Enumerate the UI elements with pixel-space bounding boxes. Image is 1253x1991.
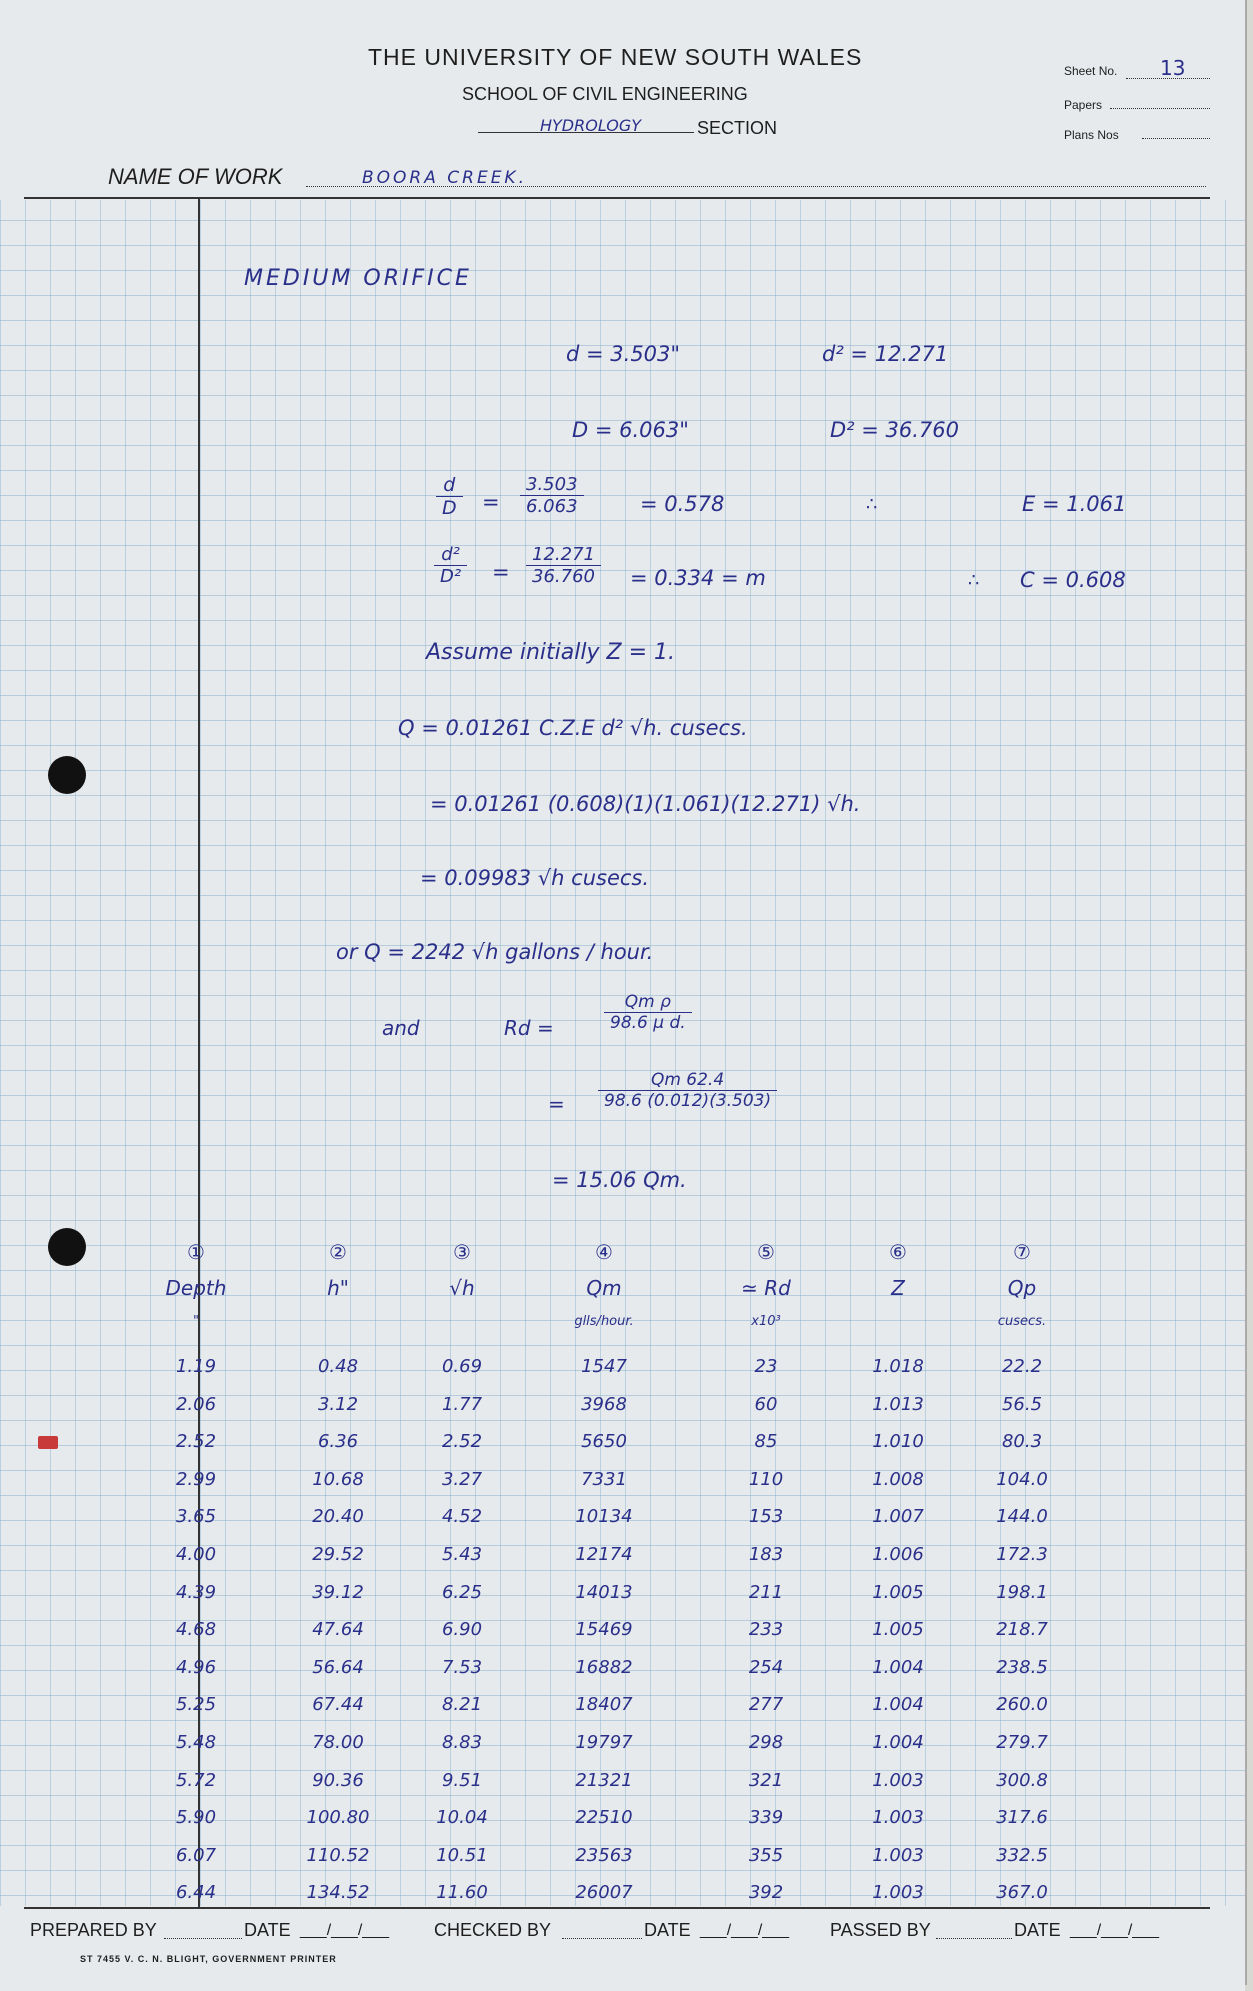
- ratio-m-lhs: [434, 544, 467, 587]
- header-rule: [24, 197, 1210, 199]
- date-label-1: DATE: [244, 1920, 291, 1940]
- column-header: Z: [891, 1276, 905, 1300]
- table-cell: 20.40: [312, 1506, 364, 1527]
- table-cell: 211: [748, 1582, 784, 1603]
- column-header: h": [327, 1276, 349, 1300]
- ratio-dD-result: = 0.578: [640, 492, 725, 516]
- table-cell: 1.010: [872, 1431, 924, 1452]
- table-cell: 277: [748, 1694, 784, 1715]
- table-cell: 100.80: [306, 1807, 370, 1828]
- footer-rule: [24, 1907, 1210, 1909]
- table-cell: 18407: [575, 1694, 633, 1715]
- table-cell: 3.27: [441, 1469, 483, 1490]
- table-cell: 10.04: [436, 1807, 488, 1828]
- column-number: ③: [453, 1240, 471, 1264]
- column-header: Qp: [1007, 1276, 1037, 1300]
- table-cell: 0.48: [317, 1356, 359, 1377]
- table-cell: 90.36: [312, 1770, 364, 1791]
- table-cell: 16882: [575, 1657, 633, 1678]
- Rd-num: Qm ρ: [604, 992, 692, 1013]
- table-cell: 1.003: [872, 1882, 924, 1903]
- table-cell: 85: [754, 1431, 778, 1452]
- E-equation: E = 1.061: [1022, 492, 1127, 516]
- university-title: THE UNIVERSITY OF NEW SOUTH WALES: [368, 44, 863, 70]
- column-header: ≃ Rd: [741, 1276, 791, 1300]
- ratio-m-num: 12.271: [526, 544, 601, 566]
- table-cell: 1.007: [872, 1506, 924, 1527]
- table-cell: 23: [754, 1356, 778, 1377]
- table-cell: 233: [748, 1619, 784, 1640]
- table-cell: 23563: [575, 1845, 633, 1866]
- table-cell: 298: [748, 1732, 784, 1753]
- heading-medium-orifice: MEDIUM ORIFICE: [244, 266, 472, 291]
- table-cell: 1.005: [872, 1619, 924, 1640]
- table-cell: 2.06: [175, 1394, 217, 1415]
- table-cell: 7331: [581, 1469, 627, 1490]
- column-unit: x10³: [751, 1314, 781, 1329]
- name-of-work-label: NAME OF WORK: [108, 164, 283, 189]
- table-cell: 14013: [575, 1582, 633, 1603]
- table-cell: 67.44: [312, 1694, 364, 1715]
- d2-equation: d² = 12.271: [822, 342, 949, 366]
- column-number: ①: [187, 1240, 205, 1264]
- column-header: Depth: [165, 1276, 227, 1300]
- table-cell: 339: [748, 1807, 784, 1828]
- table-cell: 104.0: [996, 1469, 1048, 1490]
- table-cell: 1.003: [872, 1845, 924, 1866]
- table-cell: 300.8: [996, 1770, 1048, 1791]
- date-label-3: DATE: [1014, 1920, 1061, 1940]
- table-cell: 10.68: [312, 1469, 364, 1490]
- table-cell: 4.00: [175, 1544, 217, 1565]
- table-cell: 1.77: [441, 1394, 483, 1415]
- Rd2-fraction: [598, 1070, 777, 1111]
- Rd-label: Rd =: [504, 1016, 554, 1040]
- therefore-1: ∴: [866, 494, 878, 515]
- table-cell: 47.64: [312, 1619, 364, 1640]
- Q-line-3: = 0.09983 √h cusecs.: [420, 866, 650, 890]
- table-cell: 144.0: [996, 1506, 1048, 1527]
- plans-line: [1142, 138, 1210, 139]
- table-cell: 6.90: [441, 1619, 483, 1640]
- table-cell: 4.52: [441, 1506, 483, 1527]
- table-cell: 22.2: [1001, 1356, 1043, 1377]
- table-cell: 2.52: [175, 1431, 217, 1452]
- Q-line-1: Q = 0.01261 C.Z.E d² √h. cusecs.: [398, 716, 748, 740]
- column-number: ⑦: [1013, 1240, 1031, 1264]
- table-cell: 1.003: [872, 1807, 924, 1828]
- table-cell: 5.90: [175, 1807, 217, 1828]
- papers-line: [1110, 108, 1210, 109]
- table-cell: 4.96: [175, 1657, 217, 1678]
- date-slots-3: ___/___/___: [1070, 1922, 1159, 1939]
- table-cell: 11.60: [436, 1882, 488, 1903]
- ratio-m-eq: =: [492, 560, 510, 584]
- ratio-dD-eq: =: [482, 490, 500, 514]
- D2-equation: D² = 36.760: [830, 418, 960, 442]
- sheet-no-label: Sheet No.: [1064, 64, 1118, 78]
- table-cell: 80.3: [1001, 1431, 1043, 1452]
- papers-label: Papers: [1064, 98, 1103, 112]
- table-cell: 3.65: [175, 1506, 217, 1527]
- date-slots-1: ___/___/___: [300, 1922, 389, 1939]
- plans-label: Plans Nos: [1064, 128, 1119, 142]
- table-cell: 39.12: [312, 1582, 364, 1603]
- table-cell: 254: [748, 1657, 784, 1678]
- table-cell: 183: [748, 1544, 784, 1565]
- ratio-dD-den: 6.063: [526, 496, 578, 517]
- table-cell: 6.36: [317, 1431, 359, 1452]
- table-cell: 172.3: [996, 1544, 1048, 1565]
- table-cell: 26007: [575, 1882, 633, 1903]
- section-handwritten: HYDROLOGY: [540, 116, 642, 135]
- table-cell: 218.7: [996, 1619, 1048, 1640]
- table-cell: 1.003: [872, 1770, 924, 1791]
- table-cell: 12174: [575, 1544, 633, 1565]
- table-cell: 9.51: [441, 1770, 483, 1791]
- section-label: SECTION: [697, 118, 778, 138]
- table-cell: 134.52: [306, 1882, 370, 1903]
- table-cell: 56.64: [312, 1657, 364, 1678]
- passed-by-line: [936, 1938, 1012, 1939]
- table-cell: 317.6: [996, 1807, 1048, 1828]
- ratio-dD-num: 3.503: [520, 474, 584, 496]
- table-cell: 1.008: [872, 1469, 924, 1490]
- C-equation: C = 0.608: [1020, 568, 1126, 592]
- table-cell: 110: [748, 1469, 784, 1490]
- table-cell: 198.1: [996, 1582, 1048, 1603]
- sheet-no-line: [1126, 78, 1210, 79]
- column-unit: glls/hour.: [574, 1314, 634, 1329]
- column-number: ⑥: [889, 1240, 907, 1264]
- table-cell: 1.004: [872, 1657, 924, 1678]
- school-title: SCHOOL OF CIVIL ENGINEERING: [462, 84, 748, 104]
- Rd2-eq: =: [548, 1092, 565, 1116]
- passed-by-label: PASSED BY: [830, 1920, 931, 1940]
- table-cell: 5.48: [175, 1732, 217, 1753]
- table-cell: 19797: [575, 1732, 633, 1753]
- Rd-fraction: [604, 992, 692, 1033]
- table-cell: 7.53: [441, 1657, 483, 1678]
- date-label-2: DATE: [644, 1920, 691, 1940]
- red-mark: [38, 1436, 58, 1449]
- therefore-2: ∴: [968, 570, 980, 591]
- table-cell: 22510: [575, 1807, 633, 1828]
- table-cell: 4.68: [175, 1619, 217, 1640]
- table-cell: 0.69: [441, 1356, 483, 1377]
- ratio-dD-lhs-den: D: [442, 497, 457, 519]
- ratio-m: [526, 544, 601, 587]
- table-cell: 5.43: [441, 1544, 483, 1565]
- table-cell: 78.00: [312, 1732, 364, 1753]
- Rd-line-3: = 15.06 Qm.: [552, 1168, 687, 1192]
- column-number: ②: [329, 1240, 347, 1264]
- ratio-dD-lhs-num: d: [436, 474, 463, 497]
- table-cell: 321: [748, 1770, 784, 1791]
- Q-line-4: or Q = 2242 √h gallons / hour.: [336, 940, 654, 964]
- margin-rule: [198, 197, 200, 1907]
- table-cell: 21321: [575, 1770, 633, 1791]
- printer-imprint: ST 7455 V. C. N. BLIGHT, GOVERNMENT PRINTER: [80, 1954, 337, 1964]
- table-cell: 8.83: [441, 1732, 483, 1753]
- table-cell: 15469: [575, 1619, 633, 1640]
- ratio-dD: [520, 474, 584, 517]
- punch-hole-bottom: [48, 1228, 86, 1266]
- table-cell: 392: [748, 1882, 784, 1903]
- table-cell: 8.21: [441, 1694, 483, 1715]
- prepared-by-line: [164, 1938, 242, 1939]
- table-cell: 1.006: [872, 1544, 924, 1565]
- column-unit: ": [193, 1314, 199, 1329]
- column-number: ⑤: [757, 1240, 775, 1264]
- table-cell: 5650: [581, 1431, 627, 1452]
- Rd2-den: 98.6 (0.012)(3.503): [604, 1091, 772, 1111]
- table-cell: 332.5: [996, 1845, 1048, 1866]
- assume-line: Assume initially Z = 1.: [426, 640, 675, 665]
- sheet-no-value: 13: [1160, 56, 1186, 80]
- table-cell: 5.72: [175, 1770, 217, 1791]
- ratio-m-result: = 0.334 = m: [630, 566, 766, 590]
- punch-hole-top: [48, 756, 86, 794]
- checked-by-label: CHECKED BY: [434, 1920, 552, 1940]
- table-cell: 6.44: [175, 1882, 217, 1903]
- Rd2-num: Qm 62.4: [598, 1070, 777, 1091]
- table-cell: 2.52: [441, 1431, 483, 1452]
- table-cell: 29.52: [312, 1544, 364, 1565]
- table-cell: 110.52: [306, 1845, 370, 1866]
- table-cell: 1.018: [872, 1356, 924, 1377]
- table-cell: 1.19: [175, 1356, 217, 1377]
- table-cell: 60: [754, 1394, 778, 1415]
- table-cell: 1.004: [872, 1732, 924, 1753]
- column-number: ④: [595, 1240, 613, 1264]
- column-header: √h: [449, 1276, 475, 1300]
- d-equation: d = 3.503": [566, 342, 681, 366]
- table-cell: 367.0: [996, 1882, 1048, 1903]
- table-cell: 6.07: [175, 1845, 217, 1866]
- column-unit: cusecs.: [997, 1314, 1047, 1329]
- ratio-dD-lhs: [436, 474, 463, 519]
- column-header: Qm: [586, 1276, 622, 1300]
- table-cell: 2.99: [175, 1469, 217, 1490]
- table-cell: 355: [748, 1845, 784, 1866]
- ratio-m-den: 36.760: [532, 566, 595, 587]
- table-cell: 238.5: [996, 1657, 1048, 1678]
- table-cell: 10134: [575, 1506, 633, 1527]
- table-cell: 3968: [581, 1394, 627, 1415]
- table-cell: 1.005: [872, 1582, 924, 1603]
- checked-by-line: [562, 1938, 642, 1939]
- name-of-work-value: BOORA CREEK.: [362, 168, 527, 188]
- table-cell: 3.12: [317, 1394, 359, 1415]
- Q-line-2: = 0.01261 (0.608)(1)(1.061)(12.271) √h.: [430, 792, 861, 816]
- table-cell: 1547: [581, 1356, 627, 1377]
- D-equation: D = 6.063": [572, 418, 689, 442]
- table-cell: 1.013: [872, 1394, 924, 1415]
- table-cell: 10.51: [436, 1845, 488, 1866]
- table-cell: 5.25: [175, 1694, 217, 1715]
- table-cell: 6.25: [441, 1582, 483, 1603]
- table-cell: 260.0: [996, 1694, 1048, 1715]
- footer-area: [0, 1906, 1245, 1991]
- table-cell: 4.39: [175, 1582, 217, 1603]
- and-label: and: [382, 1016, 420, 1040]
- table-cell: 1.004: [872, 1694, 924, 1715]
- Rd-den: 98.6 μ d.: [610, 1013, 686, 1033]
- date-slots-2: ___/___/___: [700, 1922, 789, 1939]
- table-cell: 56.5: [1001, 1394, 1043, 1415]
- table-cell: 279.7: [996, 1732, 1048, 1753]
- table-cell: 153: [748, 1506, 784, 1527]
- ratio-m-lhs-num: d²: [434, 544, 467, 566]
- ratio-m-lhs-den: D²: [440, 566, 462, 587]
- prepared-by-label: PREPARED BY: [30, 1920, 157, 1940]
